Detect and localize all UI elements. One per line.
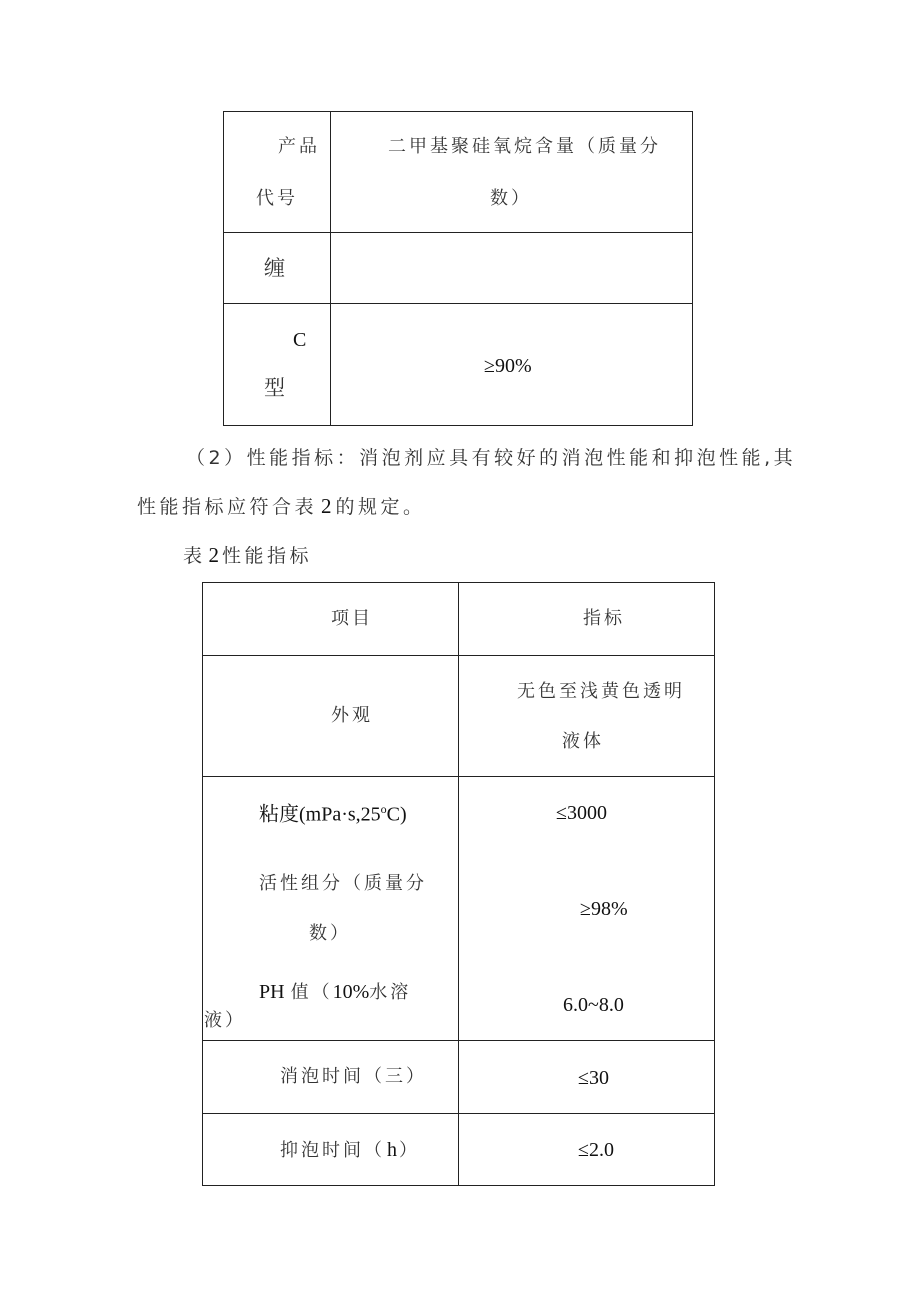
appearance-value-line2: 液体 [562, 731, 604, 752]
viscosity-item-prefix: 粘度(mPa·s,25 [259, 803, 381, 826]
table-1-row-2-value: ≥90% [484, 355, 532, 377]
table-2-caption-num: 2 [208, 543, 220, 567]
table-1-row-2-code-line1: C [293, 329, 307, 351]
suppress-time-prefix: 抑泡时间（ [280, 1140, 385, 1161]
suppress-time-item [280, 1140, 420, 1160]
appearance-item: 外观 [331, 705, 373, 726]
suppress-time-value: ≤2.0 [578, 1139, 614, 1161]
viscosity-item [259, 803, 407, 825]
table-1-row-2-code-line2: 型 [264, 376, 288, 400]
viscosity-item-suffix: C) [386, 803, 407, 826]
ph-item-pct: 10% [332, 981, 370, 1003]
viscosity-value: ≤3000 [556, 802, 607, 824]
table-2-caption [183, 545, 312, 566]
table-1-header-content-line1: 二甲基聚硅氧烷含量（质量分 [388, 136, 661, 157]
table-2-caption-suffix: 性能指标 [222, 545, 313, 567]
appearance-value-line1: 无色至浅黄色透明 [517, 681, 685, 702]
active-item-line2: 数） [309, 923, 351, 944]
suppress-time-suffix: ） [399, 1140, 420, 1161]
suppress-time-unit: h [387, 1139, 397, 1161]
table-2-header-index: 指标 [583, 608, 625, 629]
paragraph-line-2-prefix: 性能指标应符合表 [137, 496, 318, 518]
paragraph-line-2-num: 2 [321, 494, 332, 518]
viscosity-item-sup: o [380, 802, 387, 816]
table-2-header-item: 项目 [331, 608, 373, 629]
ph-item-tail: 水溶 [369, 982, 412, 1003]
ph-item-line2: 液） [204, 1010, 246, 1031]
ph-item-line1 [259, 982, 411, 1002]
table-1-row-1-code: 缠 [264, 256, 288, 280]
ph-value: 6.0~8.0 [563, 994, 624, 1016]
paragraph-line-1: （2）性能指标：消泡剂应具有较好的消泡性能和抑泡性能,其 [186, 447, 797, 469]
paragraph-line-2-suffix: 的规定。 [335, 496, 426, 518]
defoam-time-value: ≤30 [578, 1067, 609, 1089]
paragraph-line-2 [137, 496, 426, 517]
table-2-caption-prefix: 表 [183, 545, 206, 567]
ph-item-text: 值（ [290, 982, 333, 1003]
active-item-line1: 活性组分（质量分 [259, 873, 427, 894]
ph-item-num: PH [259, 981, 285, 1003]
active-value: ≥98% [580, 898, 628, 920]
table-1-header-content-line2: 数） [490, 188, 532, 209]
defoam-time-item: 消泡时间（三） [280, 1066, 427, 1087]
table-1-header-code-line2: 代号 [256, 188, 298, 209]
table-1-header-code-line1: 产品 [278, 136, 320, 157]
